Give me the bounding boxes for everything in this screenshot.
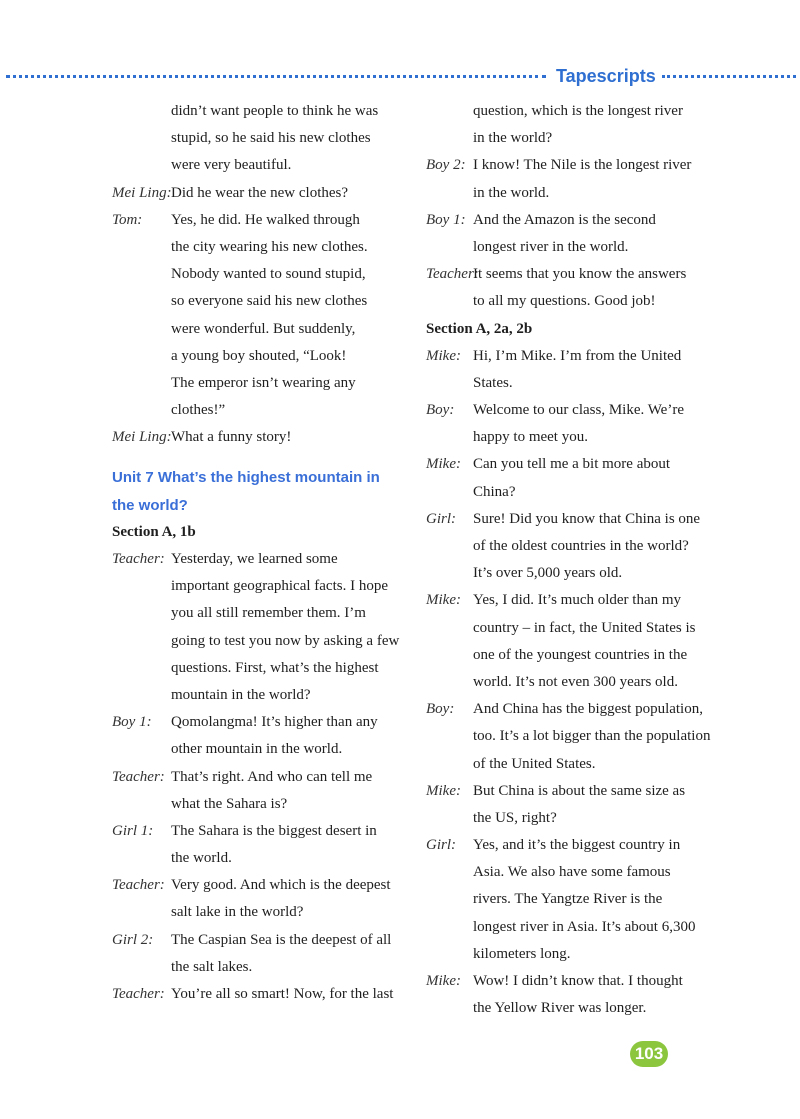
dialogue-text: Can you tell me a bit more about — [473, 456, 671, 473]
dialogue-text: And the Amazon is the second — [473, 211, 656, 228]
dialogue-text: China? — [473, 483, 516, 500]
dialogue-text: question, which is the longest river — [473, 103, 683, 119]
dialogue-line — [426, 995, 726, 1022]
dialogue-text: the US, right? — [473, 809, 557, 826]
dialogue-text: were wonderful. But suddenly, — [171, 320, 356, 337]
dialogue-text: in the world? — [473, 130, 553, 147]
speaker-label: Mei Ling: — [112, 184, 172, 201]
dialogue-line — [112, 343, 412, 370]
dialogue-text: kilometers long. — [473, 945, 571, 962]
dialogue-line — [112, 600, 412, 627]
dialogue-line — [112, 791, 412, 818]
speaker-label: Boy: — [426, 701, 455, 718]
dialogue-line — [112, 288, 412, 315]
dialogue-text: questions. First, what’s the highest — [171, 659, 379, 676]
speaker-label: Teacher: — [112, 551, 165, 567]
dialogue-text: That’s right. And who can tell me — [171, 768, 373, 785]
dialogue-line — [426, 832, 726, 859]
dialogue-line — [112, 818, 412, 845]
dialogue-line — [112, 954, 412, 981]
dialogue-text: Asia. We also have some famous — [473, 864, 671, 881]
dialogue-text: so everyone said his new clothes — [171, 293, 368, 310]
dialogue-text: Yes, I did. It’s much older than my — [473, 592, 682, 609]
speaker-label: Teacher: — [112, 986, 165, 1002]
dialogue-text: the world. — [171, 850, 232, 867]
dialogue-text: Wow! I didn’t know that. I thought — [473, 973, 683, 989]
dialogue-text: The Caspian Sea is the deepest of all — [171, 931, 392, 948]
dialogue-line — [112, 125, 412, 152]
dialogue-line — [112, 655, 412, 682]
dialogue-line — [112, 573, 412, 600]
dialogue-text: States. — [473, 374, 513, 391]
speaker-label: Mike: — [426, 592, 461, 609]
header-dotted-rule-right — [662, 75, 796, 78]
speaker-label: Teacher: — [112, 768, 165, 785]
dialogue-text: to all my questions. Good job! — [473, 293, 656, 310]
dialogue-text: rivers. The Yangtze River is the — [473, 891, 663, 908]
dialogue-line — [112, 424, 412, 451]
dialogue-line — [112, 152, 412, 179]
dialogue-text: stupid, so he said his new clothes — [171, 130, 371, 147]
dialogue-text: in the world. — [473, 184, 550, 201]
unit-title-text: Unit 7 What’s the highest mountain in — [112, 469, 380, 487]
speaker-label: Mike: — [426, 456, 461, 473]
speaker-label: Teacher: — [112, 877, 165, 894]
section-heading-text: Section A, 1b — [112, 523, 196, 540]
dialogue-line — [112, 872, 412, 899]
dialogue-text: what the Sahara is? — [171, 795, 288, 812]
dialogue-text: The Sahara is the biggest desert in — [171, 822, 377, 839]
dialogue-text: important geographical facts. I hope — [171, 578, 389, 595]
dialogue-text: mountain in the world? — [171, 686, 311, 703]
dialogue-line — [112, 234, 412, 261]
speaker-label: Mike: — [426, 347, 461, 364]
header-title: Tapescripts — [556, 66, 656, 86]
dialogue-line — [426, 778, 726, 805]
dialogue-text: were very beautiful. — [171, 157, 292, 174]
dialogue-line — [426, 180, 726, 207]
dialogue-text: But China is about the same size as — [473, 782, 686, 799]
dialogue-line — [426, 451, 726, 478]
dialogue-line — [112, 546, 412, 573]
speaker-label: Teacher: — [426, 266, 479, 283]
dialogue-text: didn’t want people to think he was — [171, 103, 379, 119]
dialogue-text: a young boy shouted, “Look! — [171, 347, 347, 364]
dialogue-line — [426, 533, 726, 560]
dialogue-text: going to test you now by asking a few — [171, 632, 400, 649]
dialogue-text: one of the youngest countries in the — [473, 646, 688, 663]
dialogue-line — [426, 805, 726, 832]
dialogue-line — [112, 397, 412, 424]
dialogue-text: It’s over 5,000 years old. — [473, 565, 623, 582]
dialogue-line — [112, 98, 412, 125]
dialogue-text: you all still remember them. I’m — [171, 605, 366, 622]
dialogue-text: I know! The Nile is the longest river — [473, 157, 692, 174]
speaker-label: Girl 1: — [112, 822, 154, 839]
dialogue-line — [426, 288, 726, 315]
speaker-label: Mike: — [426, 782, 461, 799]
dialogue-text: It seems that you know the answers — [473, 266, 687, 283]
dialogue-text: the Yellow River was longer. — [473, 1000, 647, 1017]
dialogue-line — [112, 981, 412, 1008]
header-dotted-rule-left — [6, 75, 546, 78]
dialogue-line — [426, 941, 726, 968]
dialogue-line — [112, 180, 412, 207]
dialogue-line — [426, 234, 726, 261]
dialogue-line — [426, 669, 726, 696]
speaker-label: Girl 2: — [112, 931, 154, 948]
dialogue-text: You’re all so smart! Now, for the last — [171, 986, 394, 1002]
dialogue-text: And China has the biggest population, — [473, 701, 703, 718]
speaker-label: Tom: — [112, 211, 143, 228]
speaker-label: Boy 1: — [112, 714, 152, 731]
dialogue-text: the salt lakes. — [171, 958, 253, 975]
dialogue-line — [426, 207, 726, 234]
right-column — [426, 98, 726, 1022]
dialogue-text: Yesterday, we learned some — [171, 551, 338, 567]
dialogue-line — [112, 261, 412, 288]
dialogue-line — [112, 370, 412, 397]
dialogue-text: longest river in the world. — [473, 238, 629, 255]
dialogue-line — [426, 397, 726, 424]
dialogue-line — [426, 859, 726, 886]
dialogue-line — [426, 343, 726, 370]
dialogue-line — [112, 899, 412, 926]
speaker-label: Mike: — [426, 973, 461, 989]
dialogue-text: Did he wear the new clothes? — [171, 184, 349, 201]
dialogue-line — [426, 479, 726, 506]
dialogue-line — [426, 914, 726, 941]
speaker-label: Boy: — [426, 402, 455, 419]
dialogue-text: world. It’s not even 300 years old. — [473, 673, 678, 690]
dialogue-text: of the oldest countries in the world? — [473, 538, 689, 554]
spacer — [112, 451, 412, 464]
dialogue-text: Sure! Did you know that China is one — [473, 510, 701, 527]
speaker-label: Girl: — [426, 837, 456, 854]
dialogue-text: happy to meet you. — [473, 429, 588, 446]
dialogue-line — [426, 560, 726, 587]
dialogue-line — [426, 152, 726, 179]
section-heading — [112, 519, 412, 546]
unit-title-text: the world? — [112, 496, 188, 514]
dialogue-text: country – in fact, the United States is — [473, 619, 696, 636]
dialogue-line — [426, 642, 726, 669]
dialogue-line — [426, 261, 726, 288]
left-column — [112, 98, 412, 1008]
unit-title — [112, 464, 412, 491]
dialogue-line — [112, 764, 412, 791]
speaker-label: Boy 1: — [426, 211, 466, 228]
dialogue-text: the city wearing his new clothes. — [171, 238, 368, 255]
speaker-label: Girl: — [426, 510, 456, 527]
dialogue-text: Nobody wanted to sound stupid, — [171, 266, 366, 283]
dialogue-text: of the United States. — [473, 755, 596, 772]
dialogue-line — [426, 370, 726, 397]
dialogue-text: too. It’s a lot bigger than the population — [473, 728, 711, 745]
dialogue-text: Qomolangma! It’s higher than any — [171, 714, 378, 731]
dialogue-line — [426, 751, 726, 778]
dialogue-line — [112, 628, 412, 655]
dialogue-line — [426, 587, 726, 614]
dialogue-text: salt lake in the world? — [171, 904, 304, 921]
dialogue-text: longest river in Asia. It’s about 6,300 — [473, 918, 696, 935]
dialogue-line — [426, 723, 726, 750]
dialogue-text: Welcome to our class, Mike. We’re — [473, 402, 684, 419]
page-header — [0, 64, 800, 88]
dialogue-line — [112, 927, 412, 954]
dialogue-text: Hi, I’m Mike. I’m from the United — [473, 347, 682, 364]
dialogue-line — [426, 886, 726, 913]
dialogue-line — [112, 682, 412, 709]
dialogue-line — [112, 709, 412, 736]
dialogue-line — [426, 125, 726, 152]
unit-title — [112, 492, 412, 519]
dialogue-line — [426, 615, 726, 642]
dialogue-line — [426, 98, 726, 125]
section-heading — [426, 316, 726, 343]
section-heading-text: Section A, 2a, 2b — [426, 320, 533, 337]
dialogue-line — [112, 316, 412, 343]
page-number-badge: 103 — [630, 1041, 668, 1067]
dialogue-text: Yes, he did. He walked through — [171, 211, 360, 228]
dialogue-text: The emperor isn’t wearing any — [171, 374, 356, 391]
dialogue-line — [112, 845, 412, 872]
dialogue-text: Yes, and it’s the biggest country in — [473, 837, 681, 854]
dialogue-line — [426, 696, 726, 723]
dialogue-line — [112, 736, 412, 763]
dialogue-line — [426, 968, 726, 995]
dialogue-line — [426, 424, 726, 451]
dialogue-line — [112, 207, 412, 234]
dialogue-text: What a funny story! — [171, 429, 292, 446]
dialogue-text: Very good. And which is the deepest — [171, 877, 391, 894]
dialogue-text: other mountain in the world. — [171, 741, 343, 758]
dialogue-line — [426, 506, 726, 533]
speaker-label: Mei Ling: — [112, 429, 172, 446]
speaker-label: Boy 2: — [426, 157, 466, 174]
dialogue-text: clothes!” — [171, 402, 226, 419]
